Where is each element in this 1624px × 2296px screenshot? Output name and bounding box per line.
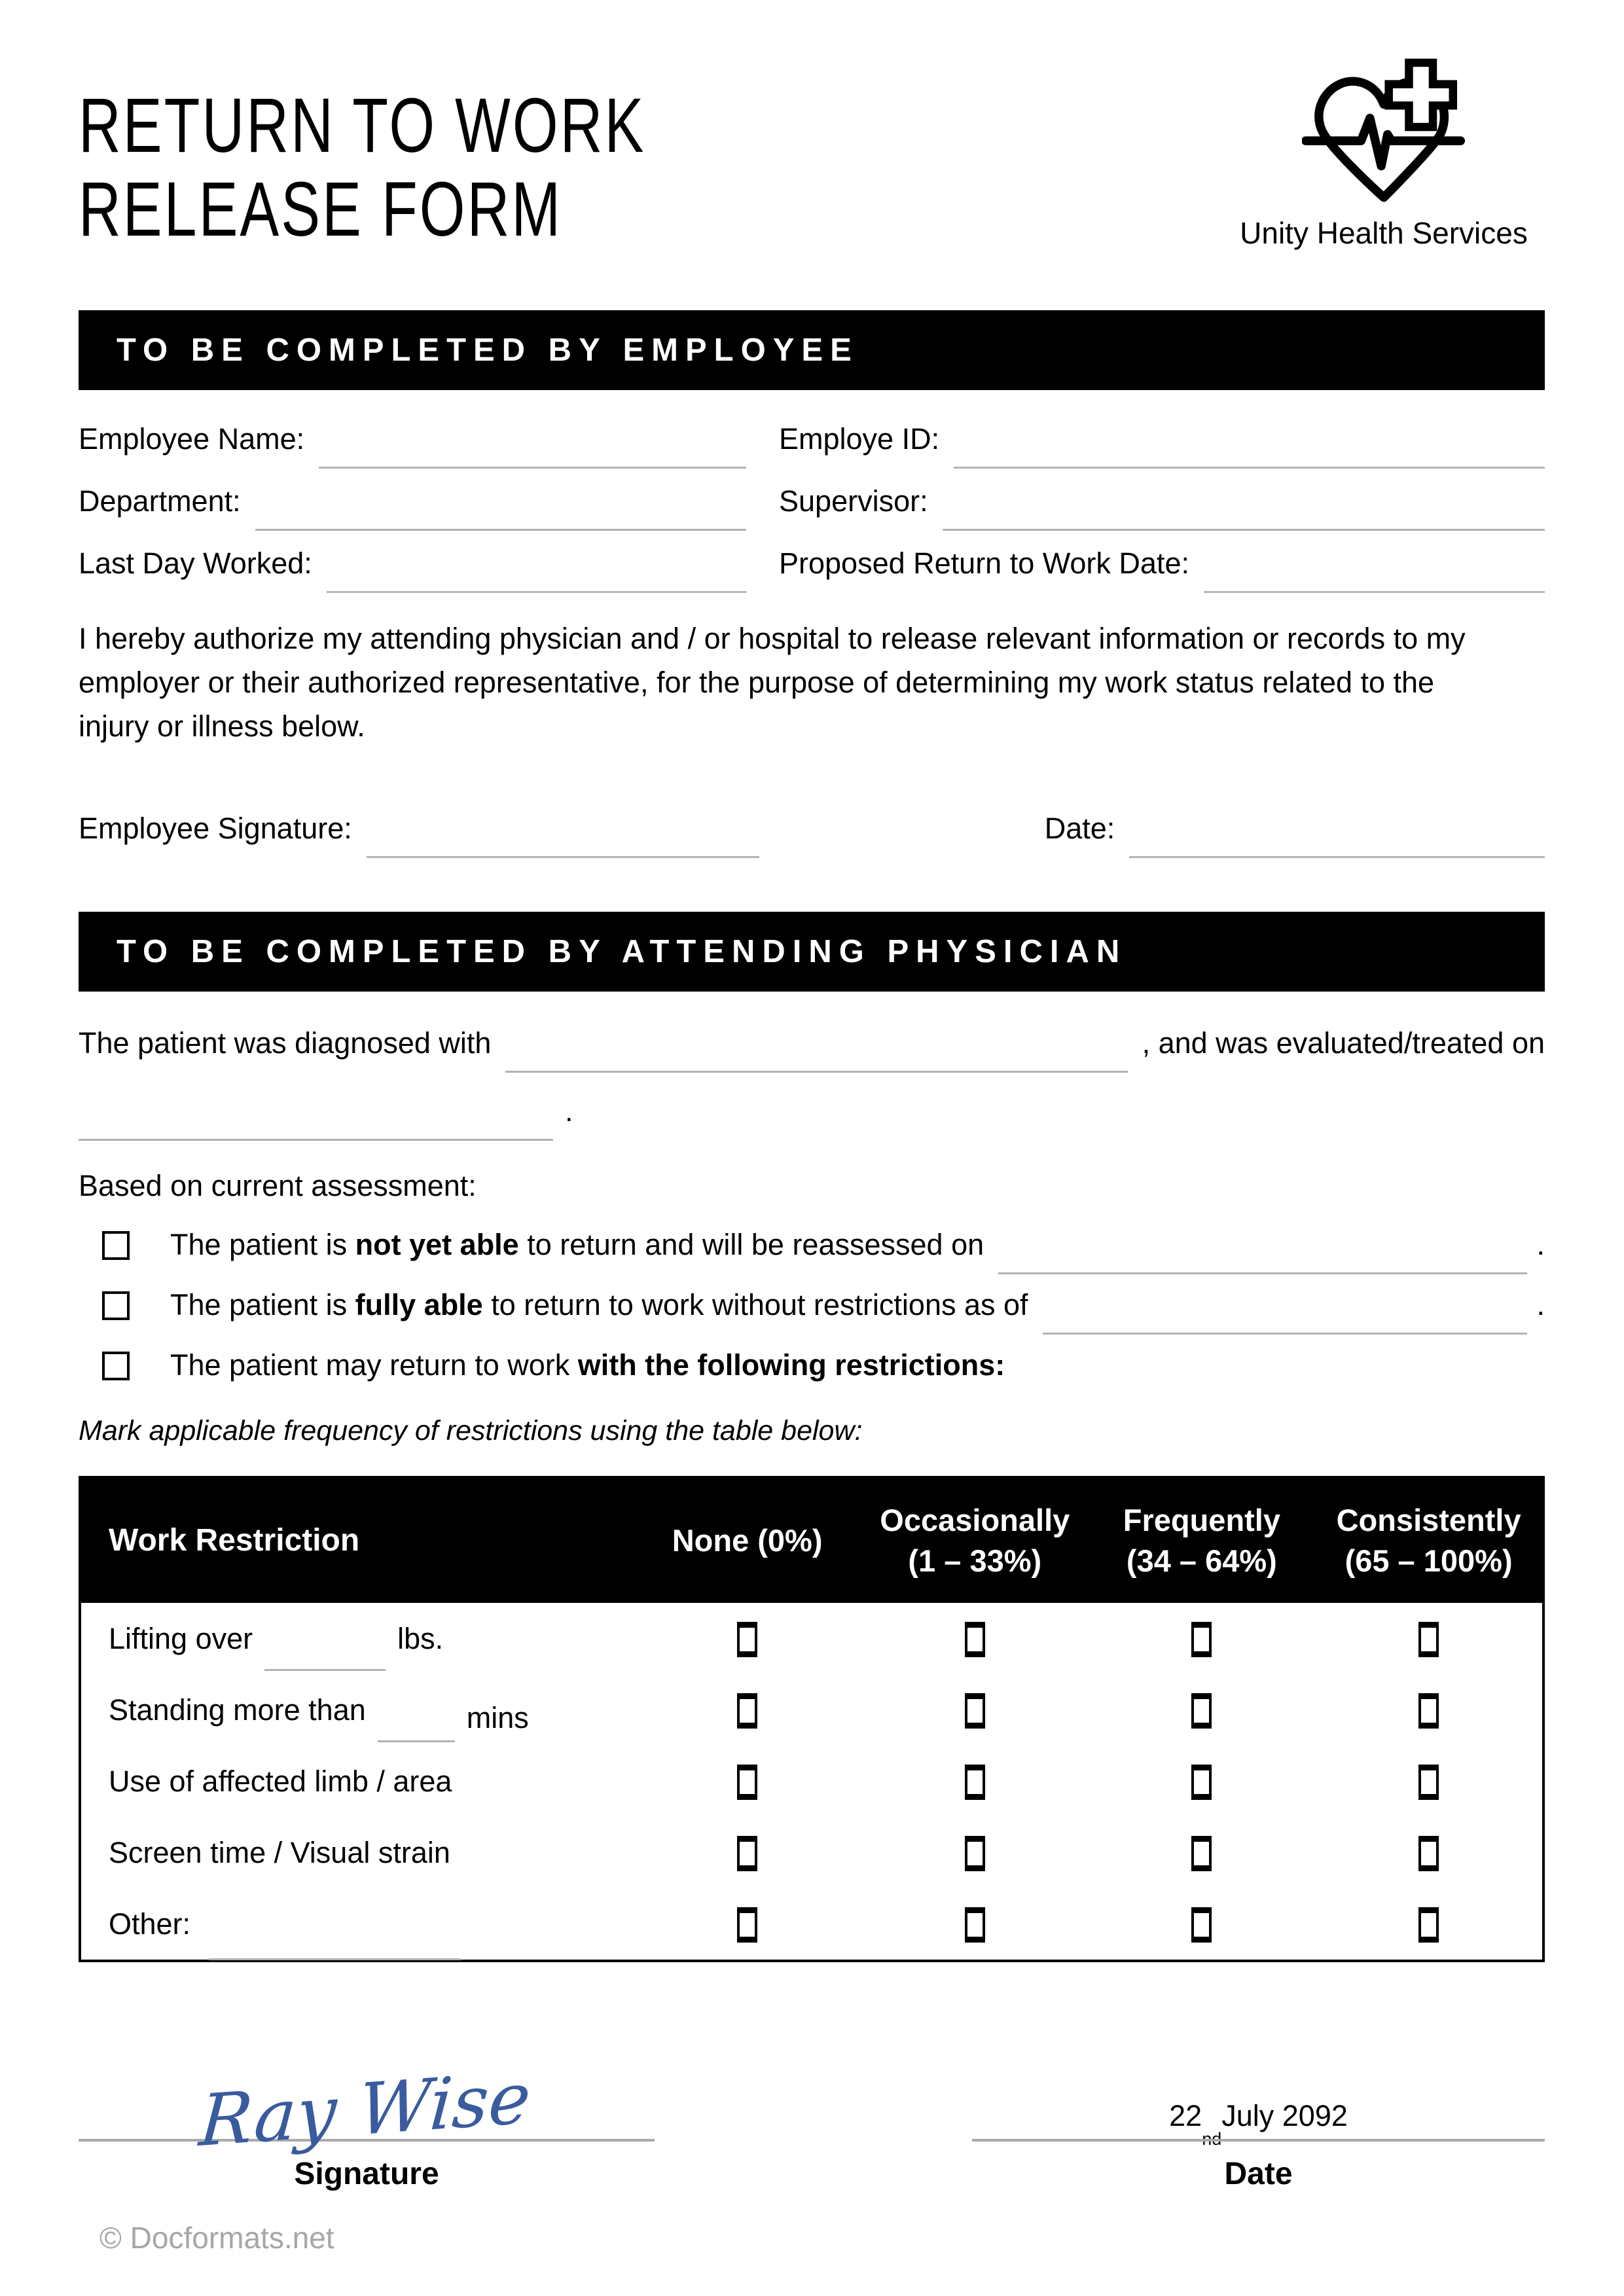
treatment-date-blank[interactable] bbox=[79, 1107, 553, 1141]
proposed-return-date-label: Proposed Return to Work Date: bbox=[779, 547, 1189, 580]
copyright-footer: © Docformats.net bbox=[99, 2221, 334, 2255]
restriction-checkbox[interactable] bbox=[1191, 1622, 1212, 1657]
diagnosis-blank[interactable] bbox=[505, 1039, 1127, 1073]
reassess-date-blank[interactable] bbox=[998, 1241, 1527, 1274]
table-note: Mark applicable frequency of restrictions using the table below: bbox=[79, 1415, 863, 1446]
row-label: Standing more than mins bbox=[80, 1674, 633, 1746]
standing-mins-blank[interactable] bbox=[378, 1740, 455, 1742]
department-label: Department: bbox=[79, 484, 241, 518]
employee-date-label: Date: bbox=[1044, 812, 1115, 845]
form-title-line2: RELEASE FORM bbox=[79, 166, 563, 253]
row-label: Use of affected limb / area bbox=[109, 1764, 452, 1798]
signature-caption: Signature bbox=[294, 2157, 439, 2191]
table-header-row bbox=[80, 1477, 1543, 1603]
diagnosis-line1 bbox=[79, 1023, 1545, 1064]
option-text: The patient is not yet able to return and will be reassessed on bbox=[170, 1228, 984, 1261]
restriction-checkbox[interactable] bbox=[737, 1693, 757, 1729]
employee-name-label: Employee Name: bbox=[79, 422, 305, 456]
employee-fields bbox=[79, 419, 1545, 584]
assessment-options bbox=[79, 1225, 1545, 1386]
restriction-checkbox[interactable] bbox=[965, 1693, 985, 1729]
restriction-checkbox[interactable] bbox=[737, 1765, 757, 1800]
proposed-return-date-line[interactable] bbox=[1204, 560, 1545, 593]
department-field bbox=[79, 481, 746, 522]
date-block bbox=[972, 2015, 1545, 2192]
employee-signature-line[interactable] bbox=[367, 825, 759, 858]
lifting-lbs-blank[interactable] bbox=[264, 1669, 386, 1671]
diagnosis-line2 bbox=[79, 1091, 1545, 1132]
last-day-worked-line[interactable] bbox=[327, 560, 746, 593]
employee-signature-label: Employee Signature: bbox=[79, 812, 352, 845]
col-work-restriction: Work Restriction bbox=[80, 1477, 633, 1603]
option-fully-able bbox=[79, 1285, 1545, 1325]
row-label: Other: bbox=[80, 1888, 633, 1961]
restriction-checkbox[interactable] bbox=[965, 1907, 985, 1943]
restriction-checkbox[interactable] bbox=[1418, 1693, 1439, 1729]
last-day-worked-field bbox=[79, 543, 746, 584]
proposed-return-date-field bbox=[779, 543, 1545, 584]
date-caption: Date bbox=[1224, 2157, 1293, 2191]
option-period: . bbox=[1536, 1228, 1545, 1261]
table-row-limb-use bbox=[80, 1746, 1543, 1817]
employee-id-line[interactable] bbox=[954, 435, 1545, 469]
restriction-checkbox[interactable] bbox=[965, 1836, 985, 1871]
restriction-checkbox[interactable] bbox=[737, 1907, 757, 1943]
last-day-worked-label: Last Day Worked: bbox=[79, 547, 312, 580]
other-restriction-blank[interactable] bbox=[209, 1958, 461, 1960]
table-row-other bbox=[80, 1888, 1543, 1961]
signature-block bbox=[79, 2026, 655, 2192]
brand-name: Unity Health Services bbox=[1240, 216, 1528, 250]
option-with-restrictions bbox=[79, 1345, 1545, 1386]
table-row-lifting bbox=[80, 1603, 1543, 1674]
employee-section-banner: TO BE COMPLETED BY EMPLOYEE bbox=[79, 310, 1545, 390]
restriction-checkbox[interactable] bbox=[965, 1765, 985, 1800]
restriction-table bbox=[79, 1476, 1545, 1962]
restriction-checkbox[interactable] bbox=[1191, 1836, 1212, 1871]
heart-pulse-cross-icon bbox=[1302, 58, 1466, 211]
employee-name-field bbox=[79, 419, 746, 459]
not-yet-able-checkbox[interactable] bbox=[102, 1231, 130, 1260]
restriction-checkbox[interactable] bbox=[965, 1622, 985, 1657]
option-not-yet-able bbox=[79, 1225, 1545, 1265]
employee-name-line[interactable] bbox=[319, 435, 746, 469]
physician-section-banner: TO BE COMPLETED BY ATTENDING PHYSICIAN bbox=[79, 912, 1545, 992]
diagnosis-period: . bbox=[565, 1094, 573, 1128]
physician-signature-script: Ray Wise bbox=[196, 2057, 533, 2163]
restriction-checkbox[interactable] bbox=[737, 1836, 757, 1871]
col-consistently: Consistently (65 – 100%) bbox=[1315, 1477, 1543, 1603]
physician-date-line[interactable] bbox=[972, 2139, 1545, 2142]
employee-date-line[interactable] bbox=[1129, 825, 1545, 858]
physician-signoff bbox=[79, 2015, 1545, 2192]
form-title-line1: RETURN TO WORK bbox=[79, 82, 646, 169]
restriction-checkbox[interactable] bbox=[1191, 1765, 1212, 1800]
employee-id-label: Employe ID: bbox=[779, 422, 940, 456]
row-label: Screen time / Visual strain bbox=[109, 1835, 450, 1869]
option-text: The patient may return to work with the following restrictions: bbox=[170, 1348, 1005, 1382]
row-label: Lifting over lbs. bbox=[80, 1603, 633, 1674]
restriction-checkbox[interactable] bbox=[1191, 1907, 1212, 1943]
employee-signature-row bbox=[79, 808, 1545, 849]
supervisor-field bbox=[779, 481, 1545, 522]
assessment-intro: Based on current assessment: bbox=[79, 1169, 477, 1202]
full-return-date-blank[interactable] bbox=[1043, 1301, 1528, 1335]
table-row-standing bbox=[80, 1674, 1543, 1746]
authorization-text: I hereby authorize my attending physician and / or hospital to release relevant information or records to my employer or their authorized representative, for the purpose of determining my work status related to the injury or illness below. bbox=[79, 622, 1466, 743]
department-line[interactable] bbox=[255, 497, 746, 531]
col-none: None (0%) bbox=[633, 1477, 861, 1603]
diagnosis-pre: The patient was diagnosed with bbox=[79, 1026, 492, 1060]
restriction-checkbox[interactable] bbox=[1418, 1907, 1439, 1943]
option-period: . bbox=[1536, 1288, 1545, 1321]
restriction-checkbox[interactable] bbox=[1418, 1622, 1439, 1657]
restriction-checkbox[interactable] bbox=[1191, 1693, 1212, 1729]
with-restrictions-checkbox[interactable] bbox=[102, 1352, 130, 1380]
col-occasionally: Occasionally (1 – 33%) bbox=[861, 1477, 1089, 1603]
supervisor-line[interactable] bbox=[943, 497, 1545, 531]
table-row-screen-time bbox=[80, 1817, 1543, 1888]
restriction-checkbox[interactable] bbox=[1418, 1765, 1439, 1800]
restriction-checkbox[interactable] bbox=[737, 1622, 757, 1657]
supervisor-label: Supervisor: bbox=[779, 484, 928, 518]
restriction-checkbox[interactable] bbox=[1418, 1836, 1439, 1871]
brand-logo bbox=[1230, 58, 1538, 251]
option-text: The patient is fully able to return to work without restrictions as of bbox=[170, 1288, 1028, 1321]
employee-id-field bbox=[779, 419, 1545, 459]
col-frequently: Frequently (34 – 64%) bbox=[1089, 1477, 1316, 1603]
fully-able-checkbox[interactable] bbox=[102, 1291, 130, 1320]
diagnosis-mid: , and was evaluated/treated on bbox=[1142, 1026, 1545, 1060]
physician-date-value: 22 nd July 2092 bbox=[1169, 2099, 1348, 2149]
